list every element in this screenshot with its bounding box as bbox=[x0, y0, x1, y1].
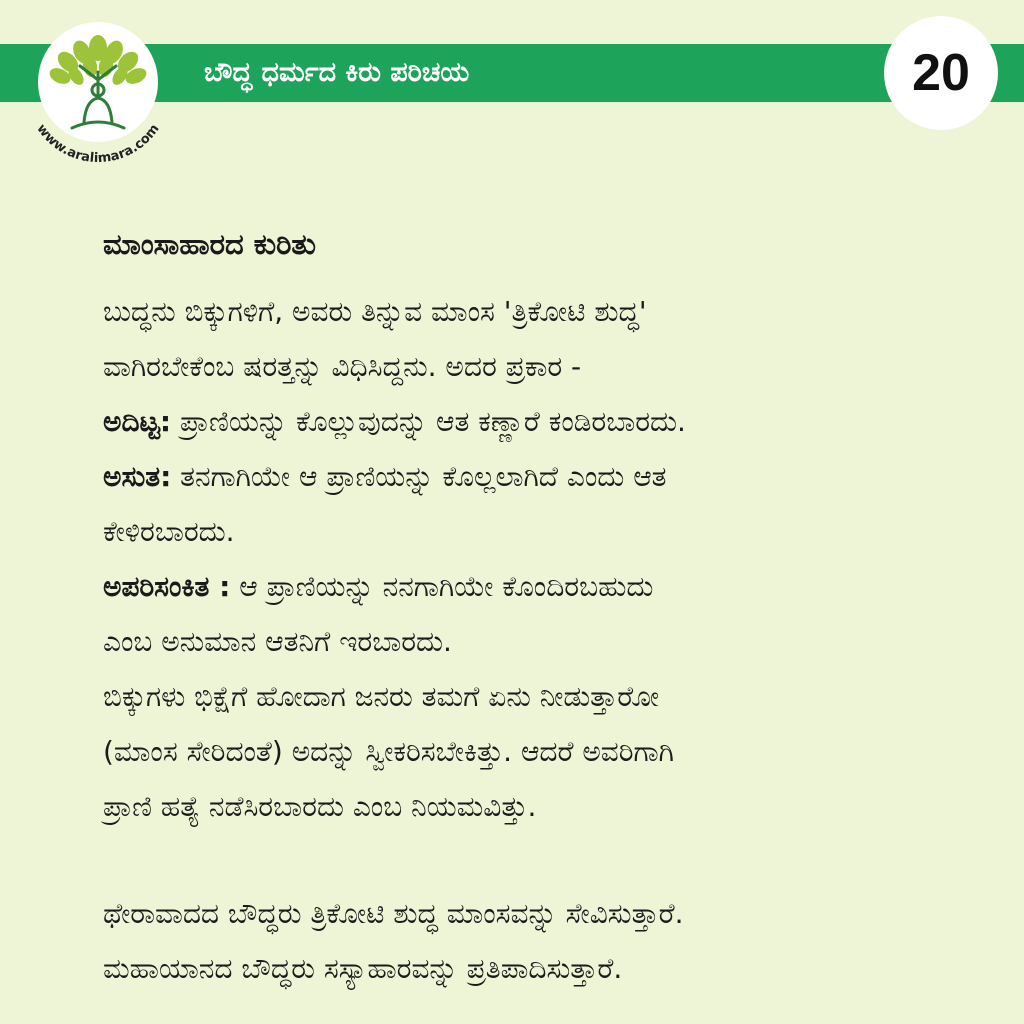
paragraph-line: ಪ್ರಾಣಿ ಹತ್ಯೆ ನಡೆಸಿರಬಾರದು ಎಂಬ ನಿಯಮವಿತ್ತು. bbox=[103, 790, 537, 823]
paragraph-line: (ಮಾಂಸ ಸೇರಿದಂತೆ) ಅದನ್ನು ಸ್ವೀಕರಿಸಬೇಕಿತ್ತು. ಆದರೆ ಅವರಿಗಾಗಿ bbox=[103, 735, 674, 768]
header-title: ಬೌದ್ಧ ಧರ್ಮದ ಕಿರು ಪರಿಚಯ bbox=[204, 57, 470, 88]
rule-text-continued: ಎಂಬ ಅನುಮಾನ ಆತನಿಗೆ ಇರಬಾರದು. bbox=[103, 625, 452, 658]
page-number: 20 bbox=[912, 44, 970, 102]
paragraph-line: ಬಿಕ್ಕುಗಳು ಭಿಕ್ಷೆಗೆ ಹೋದಾಗ ಜನರು ತಮಗೆ ಏನು ನೀಡುತ್ತಾರೋ bbox=[103, 680, 660, 713]
rule-term: ಅಪರಿಸಂಕಿತ : bbox=[103, 570, 231, 603]
intro-line: ಬುದ್ಧನು ಬಿಕ್ಕುಗಳಿಗೆ, ಅವರು ತಿನ್ನುವ ಮಾಂಸ 'ತ್ರಿಕೋಟಿ ಶುದ್ಧ' bbox=[103, 295, 647, 328]
rule-asuta bbox=[103, 449, 983, 504]
intro-line: ವಾಗಿರಬೇಕೆಂಬ ಷರತ್ತನ್ನು ವಿಧಿಸಿದ್ದನು. ಅದರ ಪ್ರಕಾರ - bbox=[103, 350, 582, 383]
logo-url-text: www.aralimara.com bbox=[33, 121, 163, 167]
rule-term: ಅಸುತ: bbox=[103, 460, 172, 493]
rule-text-continued: ಕೇಳಿರಬಾರದು. bbox=[103, 515, 235, 548]
rule-term: ಅದಿಟ್ಟ: bbox=[103, 405, 172, 438]
rule-aparisankita bbox=[103, 559, 983, 614]
paragraph-gap bbox=[103, 834, 983, 886]
paragraph-line: ಮಹಾಯಾನದ ಬೌದ್ಧರು ಸಸ್ಯಾಹಾರವನ್ನು ಪ್ರತಿಪಾದಿಸುತ್ತಾರೆ. bbox=[103, 952, 623, 985]
rule-aditta bbox=[103, 394, 983, 449]
page-number-badge bbox=[884, 16, 998, 130]
article-body bbox=[103, 222, 983, 996]
section-title: ಮಾಂಸಾಹಾರದ ಕುರಿತು bbox=[103, 227, 316, 261]
rule-text: ಆ ಪ್ರಾಣಿಯನ್ನು ನನಗಾಗಿಯೇ ಕೊಂದಿರಬಹುದು bbox=[230, 570, 654, 603]
tree-meditation-icon bbox=[18, 10, 178, 170]
rule-text: ತನಗಾಗಿಯೇ ಆ ಪ್ರಾಣಿಯನ್ನು ಕೊಲ್ಲಲಾಗಿದೆ ಎಂದು ಆತ bbox=[171, 460, 667, 493]
paragraph-line: ಥೇರಾವಾದದ ಬೌದ್ಧರು ತ್ರಿಕೋಟಿ ಶುದ್ಧ ಮಾಂಸವನ್ನು ಸೇವಿಸುತ್ತಾರೆ. bbox=[103, 897, 684, 930]
rule-text: ಪ್ರಾಣಿಯನ್ನು ಕೊಲ್ಲುವುದನ್ನು ಆತ ಕಣ್ಣಾರೆ ಕಂಡಿರಬಾರದು. bbox=[171, 405, 686, 438]
